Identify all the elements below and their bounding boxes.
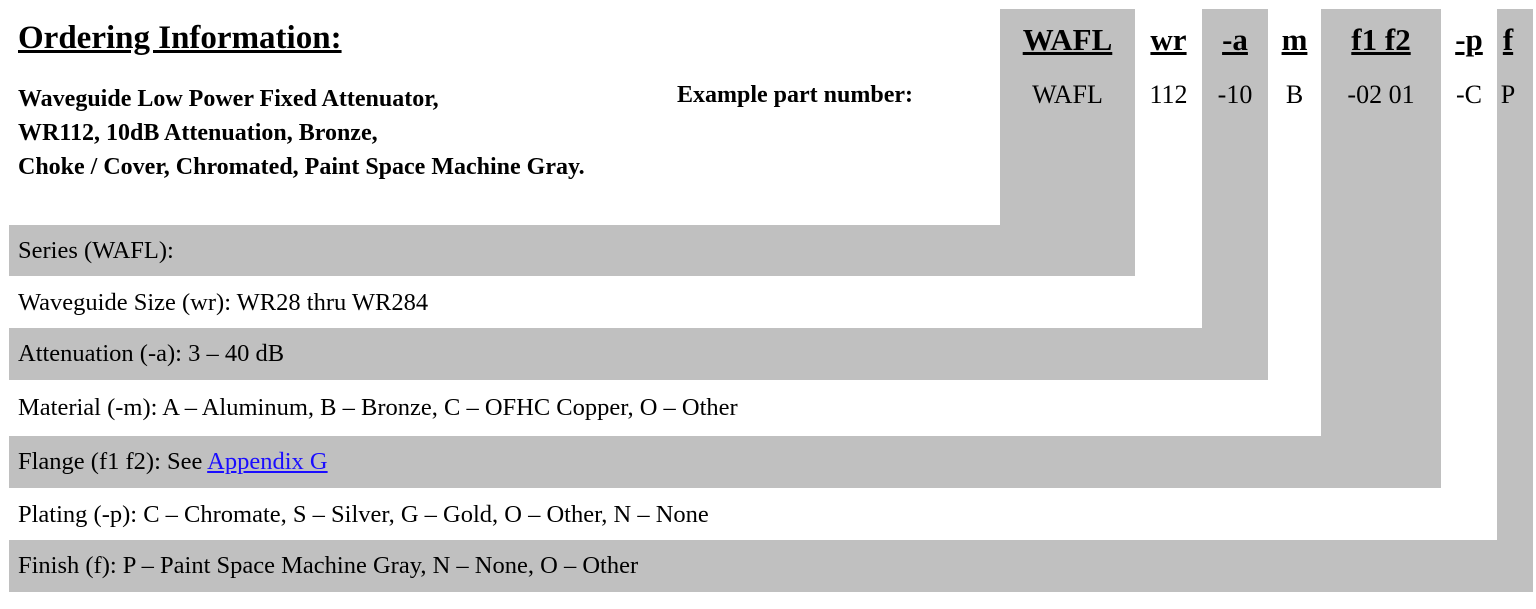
column-header-wr: wr (1150, 22, 1187, 57)
appendix-g-link[interactable]: Appendix G (207, 448, 328, 475)
column-header-a: -a (1222, 22, 1248, 57)
example-label: Example part number: (677, 82, 913, 108)
row-flange (18, 436, 328, 488)
row-finish: Finish (f): P – Paint Space Machine Gray, N – None, O – Other (18, 552, 639, 579)
row-material: Material (-m): A – Aluminum, B – Bronze, C – OFHC Copper, O – Other (18, 394, 738, 421)
example-value-m: B (1285, 80, 1304, 109)
column-header-m: m (1281, 22, 1308, 57)
example-value-f: P (1500, 80, 1516, 109)
page-title: Ordering Information: (18, 20, 342, 56)
column-header-f1f2: f1 f2 (1351, 22, 1411, 57)
description-line: Choke / Cover, Chromated, Paint Space Machine Gray. (18, 154, 585, 180)
row-band-series (9, 225, 1135, 276)
row-series: Series (WAFL): (18, 237, 174, 264)
row-plating: Plating (-p): C – Chromate, S – Silver, G – Gold, O – Other, N – None (18, 501, 709, 528)
example-value-a: -10 (1217, 80, 1253, 109)
example-value-p: -C (1456, 80, 1482, 109)
description-line: WR112, 10dB Attenuation, Bronze, (18, 120, 378, 146)
product-description (18, 82, 585, 184)
example-value-wr: 112 (1149, 80, 1188, 109)
row-flange-text: Flange (f1 f2): See (18, 448, 208, 475)
example-value-wafl: WAFL (1032, 80, 1103, 109)
column-band-a (1202, 9, 1268, 380)
column-header-wafl: WAFL (1022, 22, 1113, 57)
description-line: Waveguide Low Power Fixed Attenuator, (18, 86, 439, 112)
column-header-f: f (1502, 22, 1514, 57)
row-waveguide-size: Waveguide Size (wr): WR28 thru WR284 (18, 289, 429, 316)
column-header-p: -p (1455, 22, 1483, 57)
example-value-f1f2: -02 01 (1347, 80, 1415, 109)
row-attenuation: Attenuation (-a): 3 – 40 dB (18, 340, 285, 367)
